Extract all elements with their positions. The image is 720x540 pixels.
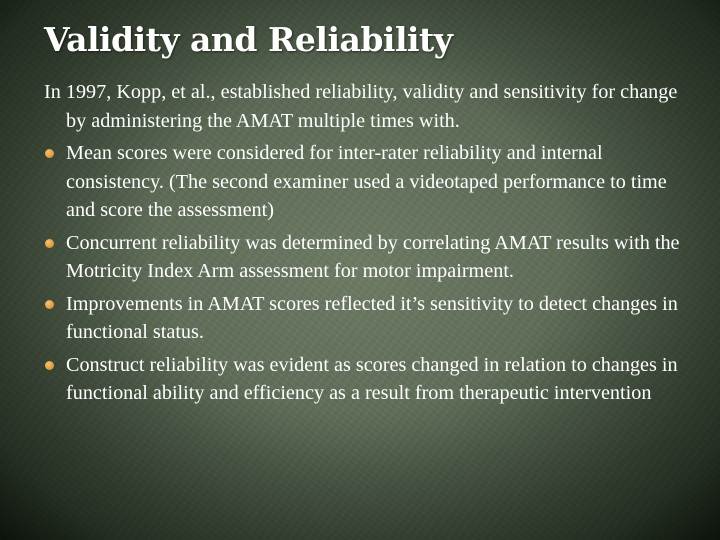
round-bullet-icon [45,361,54,370]
bullet-text: Mean scores were considered for inter-rater reliability and internal consistency. (The second examiner used a videotaped performance to time and score the assessment) [66,142,667,221]
intro-paragraph: In 1997, Kopp, et al., established reliability, validity and sensitivity for change by administering the AMAT multiple times with. [44,81,678,132]
round-bullet-icon [45,149,54,158]
bullet-item [44,229,684,286]
bullet-item [44,290,684,347]
round-bullet-icon [45,300,54,309]
slide-body [44,78,684,412]
bullet-item [44,139,684,225]
round-bullet-icon [45,239,54,248]
bullet-list [44,139,684,408]
bullet-text: Concurrent reliability was determined by correlating AMAT results with the Motricity Index Arm assessment for motor impairment. [66,231,680,282]
bullet-text: Construct reliability was evident as scores changed in relation to changes in functional ability and efficiency as a result from therapeutic intervention [66,353,678,404]
slide-title: Validity and Reliability [44,20,453,59]
bullet-text: Improvements in AMAT scores reflected it’s sensitivity to detect changes in functional status. [66,292,678,343]
bullet-item [44,351,684,408]
